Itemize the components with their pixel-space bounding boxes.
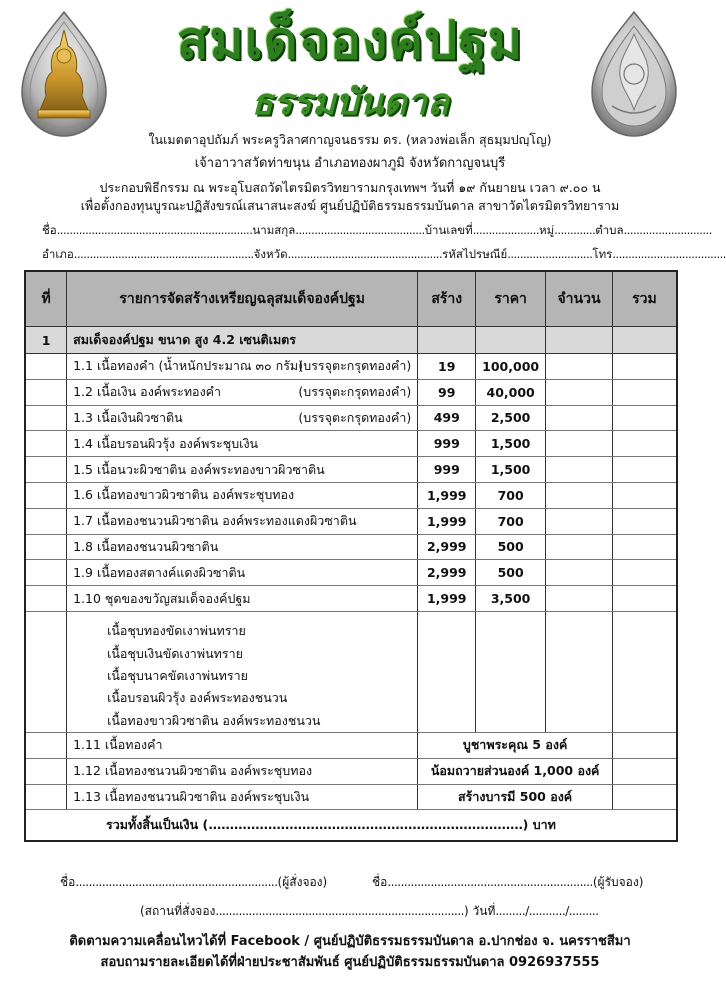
order-table <box>24 270 678 842</box>
orderer-name-label: ชื่อ <box>60 875 76 889</box>
total-cell[interactable] <box>612 560 677 586</box>
gold-buddha-amulet-image <box>18 10 110 140</box>
amount-cell[interactable] <box>546 457 613 483</box>
header-no: ที่ <box>25 271 67 327</box>
name-label: ชื่อ <box>42 223 57 237</box>
section-row <box>25 327 677 354</box>
item-price: 500 <box>476 560 546 586</box>
special-item-label: 1.13 เนื้อทองชนวนผิวซาติน องค์พระชุบเงิน <box>67 784 418 810</box>
amount-cell[interactable] <box>546 405 613 431</box>
surname-label: นามสกุล <box>252 223 296 237</box>
set-item-row <box>25 710 677 733</box>
table-row <box>25 508 677 534</box>
set-item-label: เนื้อชุบนาคขัดเงาพ่นทราย <box>67 665 418 687</box>
place-field[interactable]: ........................................................................... <box>215 904 464 918</box>
item-qty: 1,999 <box>418 508 476 534</box>
special-item-text: บูชาพระคุณ 5 องค์ <box>418 732 613 758</box>
set-item-label: เนื้อทองขาวผิวซาติน องค์พระทองชนวน <box>67 710 418 733</box>
set-item-row <box>25 642 677 664</box>
receiver-name-field[interactable]: .............................................................. <box>387 875 593 889</box>
set-item-label: เนื้อบรอนผิวรุ้ง องค์พระทองชนวน <box>67 687 418 709</box>
total-cell[interactable] <box>612 354 677 380</box>
amount-cell[interactable] <box>546 431 613 457</box>
item-qty: 999 <box>418 457 476 483</box>
item-price: 2,500 <box>476 405 546 431</box>
set-item-row <box>25 620 677 642</box>
receiver-signature <box>372 873 643 892</box>
table-row <box>25 586 677 612</box>
tambon-field[interactable]: ............................ <box>623 223 712 237</box>
item-label: 1.1 เนื้อทองคำ (น้ำหนักประมาณ ๓๐ กรัม) <box>73 358 304 374</box>
province-label: จังหวัด <box>253 247 288 261</box>
amount-cell[interactable] <box>546 560 613 586</box>
page-title: สมเด็จองค์ปฐม <box>176 10 524 71</box>
receiver-name-label: ชื่อ <box>372 875 388 889</box>
postcode-field[interactable]: ........................... <box>507 247 593 261</box>
item-price: 100,000 <box>476 354 546 380</box>
total-cell[interactable] <box>612 379 677 405</box>
phone-label: โทร <box>592 247 613 261</box>
grand-total-label: รวมทั้งสิ้นเป็นเงิน ( <box>106 817 209 833</box>
address-form-row-1 <box>42 222 712 240</box>
item-label: 1.7 เนื้อทองชนวนผิวซาติน องค์พระทองแดงผิวซาติน <box>73 513 357 529</box>
phone-field[interactable]: .................................... <box>612 247 726 261</box>
set-item-row <box>25 687 677 709</box>
item-note: (บรรจุตะกรุดทองคำ) <box>298 409 412 425</box>
item-price: 3,500 <box>476 586 546 612</box>
moo-field[interactable]: ............. <box>554 223 596 237</box>
total-cell[interactable] <box>612 508 677 534</box>
item-qty: 2,999 <box>418 534 476 560</box>
table-row <box>25 354 677 380</box>
place-label: (สถานที่สั่งจอง <box>140 904 216 918</box>
grand-total-cell[interactable]: รวมทั้งสิ้นเป็นเงิน (..........................................................................) บาท <box>25 810 677 842</box>
table-header-row <box>25 271 677 327</box>
item-qty: 19 <box>418 354 476 380</box>
amount-cell[interactable] <box>546 379 613 405</box>
table-row <box>25 379 677 405</box>
total-cell[interactable] <box>612 758 677 784</box>
grand-total-row <box>25 810 677 842</box>
item-label: 1.10 ชุดของขวัญสมเด็จองค์ปฐม <box>73 590 251 606</box>
item-price: 700 <box>476 508 546 534</box>
item-label: 1.5 เนื้อนวะผิวซาติน องค์พระทองขาวผิวซาติน <box>73 461 325 477</box>
table-row <box>25 482 677 508</box>
item-qty: 99 <box>418 379 476 405</box>
total-cell[interactable] <box>612 732 677 758</box>
set-spacer-row <box>25 611 677 620</box>
table-row <box>25 457 677 483</box>
house-no-label: บ้านเลขที่ <box>424 223 473 237</box>
address-form-row-2 <box>42 246 726 264</box>
silver-amulet-back-image <box>588 10 680 140</box>
surname-field[interactable]: ......................................... <box>295 223 425 237</box>
ceremony-line: ประกอบพิธีกรรม ณ พระอุโบสถวัดไตรมิตรวิทยารามกรุงเทพฯ วันที่ ๑๙ กันยายน เวลา ๙.๐๐ น <box>99 180 601 195</box>
special-row <box>25 732 677 758</box>
place-date-line <box>140 902 599 921</box>
total-cell[interactable] <box>612 534 677 560</box>
item-note: (บรรจุตะกรุดทองคำ) <box>298 358 412 373</box>
special-item-label: 1.11 เนื้อทองคำ <box>67 732 418 758</box>
table-row <box>25 405 677 431</box>
abbot-line: เจ้าอาวาสวัดท่าขนุน อำเภอทองผาภูมิ จังหวัดกาญจนบุรี <box>194 156 506 171</box>
header-amount: จำนวน <box>546 271 613 327</box>
contact-info: สอบถามรายละเอียดได้ที่ฝ่ายประชาสัมพันธ์ ศูนย์ปฏิบัติธรรมธรรมบันดาล 0926937555 <box>100 955 600 970</box>
total-cell[interactable] <box>612 586 677 612</box>
orderer-name-field[interactable]: ............................................................. <box>75 875 278 889</box>
orderer-signature <box>60 873 327 892</box>
tambon-label: ตำบล <box>595 223 624 237</box>
table-row <box>25 534 677 560</box>
amount-cell[interactable] <box>546 482 613 508</box>
header-price: ราคา <box>476 271 546 327</box>
section-title: สมเด็จองค์ปฐม ขนาด สูง 4.2 เซนติเมตร <box>67 327 418 354</box>
moo-label: หมู่ <box>539 223 555 237</box>
set-item-row <box>25 665 677 687</box>
province-field[interactable]: ................................................. <box>287 247 443 261</box>
total-cell[interactable] <box>612 457 677 483</box>
grand-total-unit: ) บาท <box>522 817 556 833</box>
date-field[interactable]: ........./.........../......... <box>495 904 599 918</box>
section-number: 1 <box>25 327 67 354</box>
item-qty: 1,999 <box>418 482 476 508</box>
table-row <box>25 560 677 586</box>
item-price: 500 <box>476 534 546 560</box>
item-price: 40,000 <box>476 379 546 405</box>
item-qty: 499 <box>418 405 476 431</box>
amount-cell[interactable] <box>546 508 613 534</box>
header-total: รวม <box>612 271 677 327</box>
receiver-label: (ผู้รับจอง) <box>592 875 644 889</box>
page-subtitle: ธรรมบันดาล <box>251 81 449 123</box>
item-qty: 2,999 <box>418 560 476 586</box>
item-note: (บรรจุตะกรุดทองคำ) <box>298 383 412 399</box>
item-label: 1.9 เนื้อทองสตางค์แดงผิวซาติน <box>73 564 246 580</box>
postcode-label: รหัสไปรษณีย์ <box>442 247 508 261</box>
house-no-field[interactable]: ..................... <box>472 223 540 237</box>
item-label: 1.2 เนื้อเงิน องค์พระทองคำ <box>73 384 222 400</box>
amphoe-label: อำเภอ <box>42 247 74 261</box>
table-row <box>25 431 677 457</box>
header-item: รายการจัดสร้างเหรียญฉลุสมเด็จองค์ปฐม <box>67 271 418 327</box>
special-item-text: น้อมถวายส่วนองค์ 1,000 องค์ <box>418 758 613 784</box>
item-qty: 1,999 <box>418 586 476 612</box>
amount-cell[interactable] <box>546 534 613 560</box>
total-cell[interactable] <box>612 784 677 810</box>
header-qty: สร้าง <box>418 271 476 327</box>
amount-cell[interactable] <box>546 354 613 380</box>
name-field[interactable]: .............................................................. <box>56 223 253 237</box>
set-item-label: เนื้อชุบเงินขัดเงาพ่นทราย <box>67 642 418 664</box>
orderer-label: (ผู้สั่งจอง) <box>277 875 328 889</box>
set-item-label: เนื้อชุบทองขัดเงาพ่นทราย <box>67 620 418 642</box>
item-price: 700 <box>476 482 546 508</box>
special-item-text: สร้างบารมี 500 องค์ <box>418 784 613 810</box>
special-row <box>25 784 677 810</box>
date-label: ) วันที่ <box>464 904 496 918</box>
item-price: 1,500 <box>476 431 546 457</box>
amphoe-field[interactable]: ......................................................... <box>73 247 254 261</box>
total-cell[interactable] <box>612 405 677 431</box>
follow-info: ติดตามความเคลื่อนไหวได้ที่ Facebook / ศูนย์ปฏิบัติธรรมธรรมบันดาล อ.ปากช่อง จ. นครราชสีมา <box>69 934 631 949</box>
special-item-label: 1.12 เนื้อทองชนวนผิวซาติน องค์พระชุบทอง <box>67 758 418 784</box>
total-cell[interactable] <box>612 431 677 457</box>
item-label: 1.8 เนื้อทองชนวนผิวซาติน <box>73 538 219 554</box>
purpose-line: เพื่อตั้งกองทุนบูรณะปฏิสังขรณ์เสนาสนะสงฆ์ ศูนย์ปฏิบัติธรรมธรรมบันดาล สาขาวัดไตรมิตรวิทยาราม <box>80 198 620 213</box>
item-label: 1.3 เนื้อเงินผิวซาติน <box>73 409 183 425</box>
amount-cell[interactable] <box>546 586 613 612</box>
patron-line: ในเมตตาอุปถัมภ์ พระครูวิลาศกาญจนธรรม ดร. (หลวงพ่อเล็ก สุธมฺมปญฺโญ) <box>148 132 552 147</box>
item-label: 1.6 เนื้อทองขาวผิวซาติน องค์พระชุบทอง <box>73 487 295 503</box>
total-cell[interactable] <box>612 482 677 508</box>
item-qty: 999 <box>418 431 476 457</box>
item-label: 1.4 เนื้อบรอนผิวรุ้ง องค์พระชุบเงิน <box>73 435 259 451</box>
special-row <box>25 758 677 784</box>
item-price: 1,500 <box>476 457 546 483</box>
